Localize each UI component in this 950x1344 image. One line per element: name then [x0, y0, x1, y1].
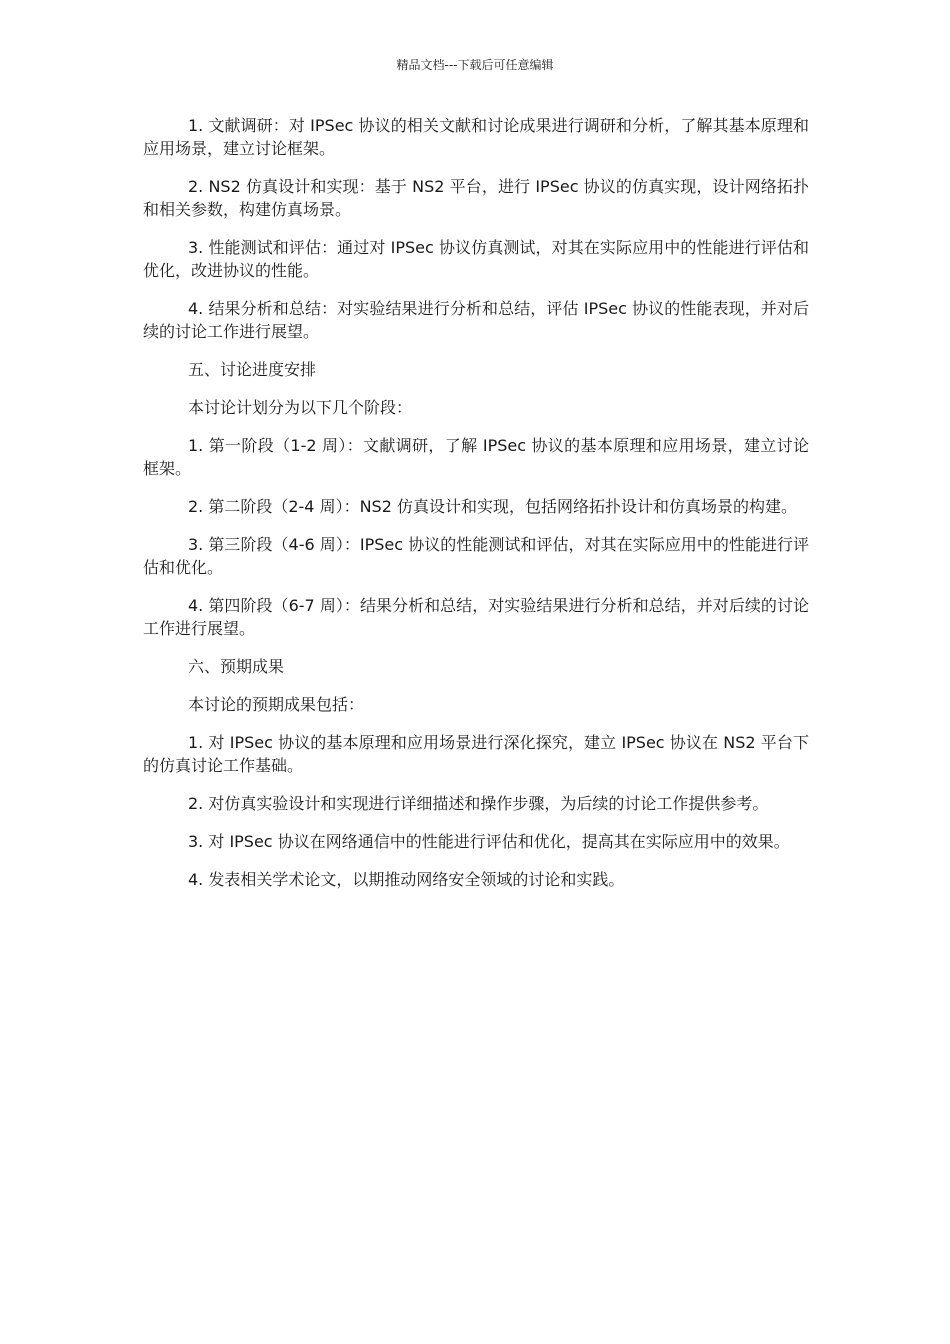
document-body	[143, 114, 809, 906]
paragraph-method-2: 2. NS2 仿真设计和实现：基于 NS2 平台，进行 IPSec 协议的仿真实现，设计网络拓扑和相关参数，构建仿真场景。	[143, 177, 809, 219]
paragraph-method-4: 4. 结果分析和总结：对实验结果进行分析和总结，评估 IPSec 协议的性能表现，并对后续的讨论工作进行展望。	[143, 299, 809, 341]
paragraph-stage-1: 1. 第一阶段（1-2 周）：文献调研，了解 IPSec 协议的基本原理和应用场景，建立讨论框架。	[143, 436, 809, 478]
paragraph-outcomes-intro: 本讨论的预期成果包括：	[188, 695, 365, 714]
paragraph-method-1: 1. 文献调研：对 IPSec 协议的相关文献和讨论成果进行调研和分析，了解其基本原理和应用场景，建立讨论框架。	[143, 116, 809, 158]
paragraph-outcome-2: 2. 对仿真实验设计和实现进行详细描述和操作步骤，为后续的讨论工作提供参考。	[188, 794, 769, 813]
paragraph-stage-4: 4. 第四阶段（6-7 周）：结果分析和总结，对实验结果进行分析和总结，并对后续的讨论工作进行展望。	[143, 596, 809, 638]
section-heading-schedule: 五、讨论进度安排	[188, 360, 317, 379]
page-header: 精品文档---下载后可任意编辑	[396, 58, 554, 72]
paragraph-outcome-4: 4. 发表相关学术论文，以期推动网络安全领域的讨论和实践。	[188, 870, 625, 889]
paragraph-outcome-3: 3. 对 IPSec 协议在网络通信中的性能进行评估和优化，提高其在实际应用中的效果。	[188, 832, 790, 851]
paragraph-stage-2: 2. 第二阶段（2-4 周）：NS2 仿真设计和实现，包括网络拓扑设计和仿真场景的构建。	[188, 497, 797, 516]
section-heading-outcomes: 六、预期成果	[188, 657, 285, 676]
paragraph-stage-3: 3. 第三阶段（4-6 周）：IPSec 协议的性能测试和评估，对其在实际应用中的性能进行评估和优化。	[143, 535, 809, 577]
paragraph-method-3: 3. 性能测试和评估：通过对 IPSec 协议仿真测试，对其在实际应用中的性能进行评估和优化，改进协议的性能。	[143, 238, 809, 280]
paragraph-schedule-intro: 本讨论计划分为以下几个阶段：	[188, 398, 413, 417]
paragraph-outcome-1: 1. 对 IPSec 协议的基本原理和应用场景进行深化探究，建立 IPSec 协议在 NS2 平台下的仿真讨论工作基础。	[143, 733, 809, 775]
